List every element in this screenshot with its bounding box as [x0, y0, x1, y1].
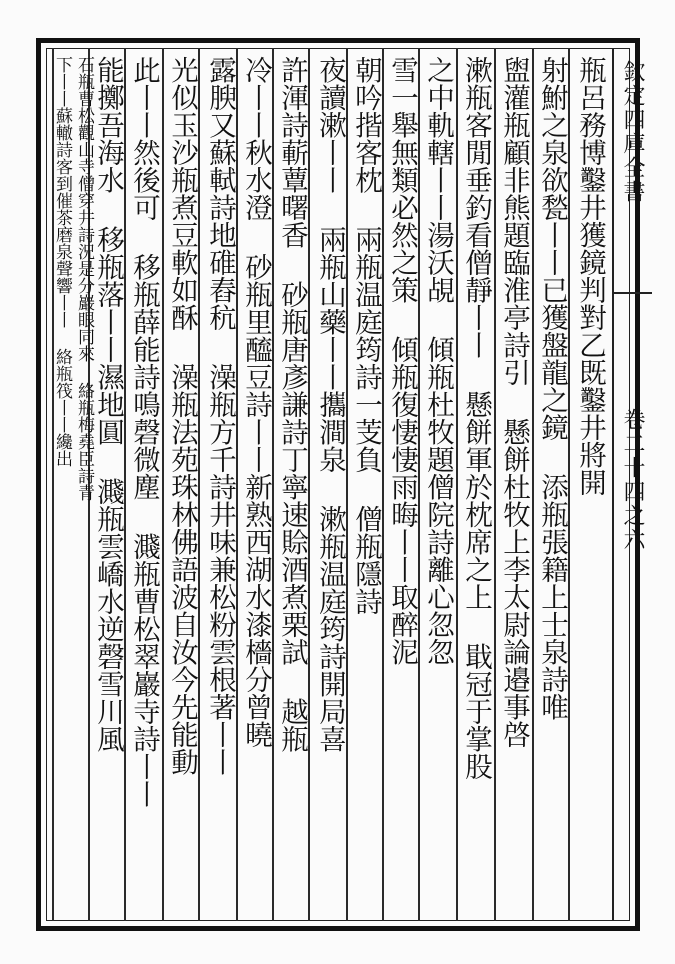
column-rule	[198, 48, 200, 921]
text-column-12: 光似玉沙瓶煮豆軟如酥 澡瓶法苑珠林佛語波自汝今先能動	[166, 56, 198, 776]
text-column-7: 朝吟揩客枕 兩瓶温庭筠詩一芰負 僧瓶隱詩	[350, 56, 382, 615]
column-rule	[568, 48, 570, 921]
text-column-16: 下丨丨蘇轍詩客到催茶磨泉聲響丨丨 絡瓶筏丨丨纔出	[52, 56, 72, 467]
text-column-5: 之中軌轄丨丨湯沃覘 傾瓶杜牧題僧院詩離心忽忽	[422, 56, 454, 666]
column-rule	[382, 48, 384, 921]
header-divider	[612, 292, 652, 294]
column-rule	[272, 48, 274, 921]
text-column-14: 能擲吾海水 移瓶落丨丨濕地圓 濺瓶雲嶠水逆磬雪川風	[92, 56, 124, 753]
text-column-13: 此丨丨然後可 移瓶薛能詩鳴磬微塵 濺瓶曹松翠巖寺詩丨丨	[128, 56, 160, 808]
text-column-9: 許渾詩蔪蕈曙香 砂瓶唐彥謙詩丁寧速賒酒煮栗試 越瓶	[276, 56, 308, 753]
column-rule	[124, 48, 126, 921]
header-rule	[612, 48, 614, 921]
column-rule	[456, 48, 458, 921]
column-rule	[346, 48, 348, 921]
column-rule	[532, 48, 534, 921]
column-rule	[308, 48, 310, 921]
column-rule	[418, 48, 420, 921]
text-column-6: 雪一舉無類必然之策 傾瓶復悽悽雨晦丨丨取醉泥	[386, 56, 418, 666]
text-column-11: 露腴又蘇軾詩地碓舂秔 澡瓶方千詩井味兼松粉雲根著丨丨	[204, 56, 236, 776]
text-column-2: 射鮒之泉欲甃丨丨已獲盤龍之鏡 添瓶張籍上士泉詩唯	[536, 56, 568, 721]
text-column-10: 冷丨丨秋水澄 砂瓶里醯豆詩丨丨新熟西湖水漆檣分曾曉	[240, 56, 272, 748]
text-column-8: 夜讀漱丨丨 兩瓶山藥丨丨攜澗泉 漱瓶温庭筠詩開局喜	[314, 56, 346, 753]
header-margin	[612, 48, 652, 921]
text-column-3: 盥灌瓶顧非熊題臨淮亭詩引 懸餅杜牧上李太尉論邉事啓	[498, 56, 530, 748]
text-column-15: 石瓶曹松觀山寺僧穿井詩況是分巖眼同來 絡瓶梅堯臣詩青	[74, 56, 94, 501]
column-rule	[162, 48, 164, 921]
text-column-1: 瓶呂務博鑿井獲鏡判對乙既鑿井將開	[574, 56, 606, 496]
column-rule	[236, 48, 238, 921]
book-title: 欽定四庫全書	[620, 60, 645, 204]
column-rule	[494, 48, 496, 921]
volume-label: 卷二十四之六	[620, 408, 645, 552]
text-column-4: 漱瓶客閒垂釣看僧靜丨丨 懸餅軍於枕席之上 戢冠于掌股	[460, 56, 492, 780]
